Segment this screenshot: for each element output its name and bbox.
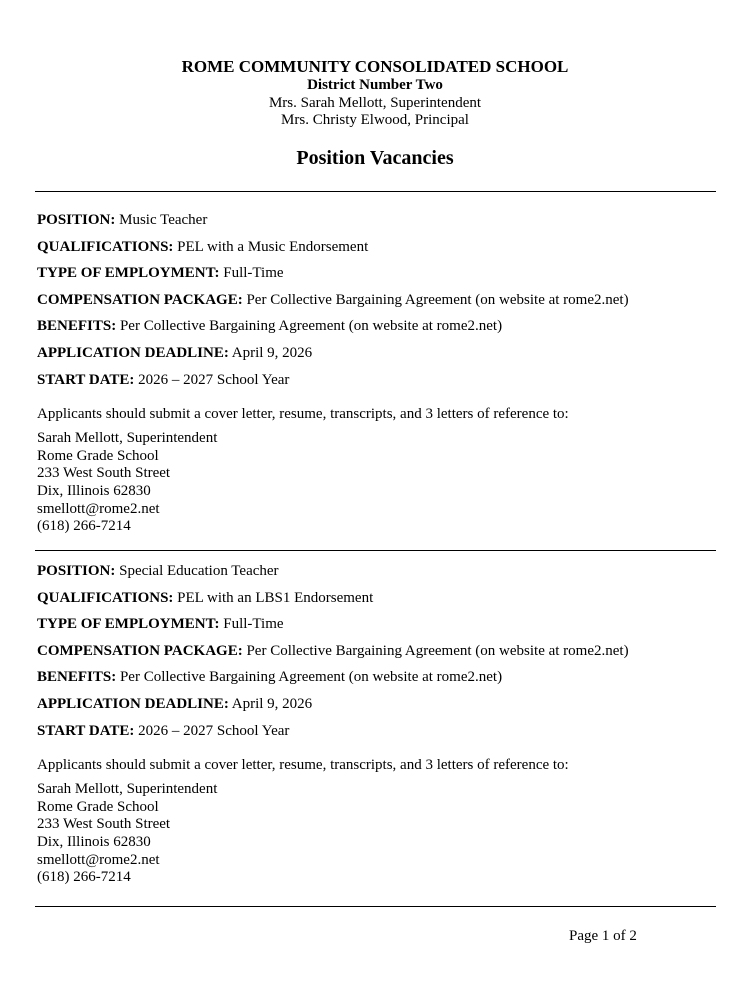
start-date-field <box>37 370 717 397</box>
label: POSITION: <box>37 212 116 228</box>
city-state-zip: Dix, Illinois 62830 <box>37 482 151 499</box>
street: 233 West South Street <box>37 816 171 833</box>
deadline-field <box>37 694 717 721</box>
page-title: Position Vacancies <box>296 147 454 169</box>
divider <box>35 191 716 192</box>
contact-name: Sarah Mellott, Superintendent <box>37 430 218 447</box>
contact-name: Sarah Mellott, Superintendent <box>37 781 218 798</box>
school-building: Rome Grade School <box>37 798 159 815</box>
value: Special Education Teacher <box>119 563 279 579</box>
phone: (618) 266-7214 <box>37 518 131 535</box>
district-name: District Number Two <box>307 77 443 93</box>
label: START DATE: <box>37 722 135 739</box>
value: Per Collective Bargaining Agreement (on website at rome2.net) <box>119 669 503 686</box>
label: TYPE OF EMPLOYMENT: <box>37 265 220 282</box>
value: Full-Time <box>223 265 284 282</box>
email: smellott@rome2.net <box>37 500 160 517</box>
value: Per Collective Bargaining Agreement (on website at rome2.net) <box>246 642 629 659</box>
email: smellott@rome2.net <box>37 851 160 868</box>
school-building: Rome Grade School <box>37 447 159 464</box>
label: BENEFITS: <box>37 318 117 335</box>
employment-type-field <box>37 614 717 641</box>
position-field <box>37 561 717 588</box>
benefits-field <box>37 667 717 694</box>
application-instructions: Applicants should submit a cover letter, resume, transcripts, and 3 letters of reference to: <box>37 406 569 423</box>
value: Full-Time <box>223 616 284 633</box>
benefits-field <box>37 316 717 343</box>
value: April 9, 2026 <box>231 344 313 361</box>
value: Per Collective Bargaining Agreement (on website at rome2.net) <box>246 291 629 308</box>
superintendent-line: Mrs. Sarah Mellott, Superintendent <box>268 95 482 111</box>
label: APPLICATION DEADLINE: <box>37 344 229 361</box>
application-instructions: Applicants should submit a cover letter, resume, transcripts, and 3 letters of reference to: <box>37 757 569 774</box>
value: April 9, 2026 <box>231 695 313 712</box>
employment-type-field <box>37 263 717 290</box>
value: 2026 – 2027 School Year <box>138 371 290 388</box>
label: BENEFITS: <box>37 669 117 686</box>
value: 2026 – 2027 School Year <box>138 722 290 739</box>
vacancy-section <box>37 561 717 887</box>
qualifications-field <box>37 588 717 615</box>
label: QUALIFICATIONS: <box>37 238 174 255</box>
compensation-field <box>37 290 717 317</box>
qualifications-field <box>37 237 717 264</box>
position-field <box>37 210 717 237</box>
divider <box>35 550 716 551</box>
label: APPLICATION DEADLINE: <box>37 695 229 712</box>
divider <box>35 906 716 907</box>
value: PEL with a Music Endorsement <box>177 238 369 255</box>
phone: (618) 266-7214 <box>37 869 131 886</box>
school-name: ROME COMMUNITY CONSOLIDATED SCHOOL <box>181 57 569 76</box>
label: START DATE: <box>37 371 135 388</box>
page-number: Page 1 of 2 <box>569 928 637 944</box>
principal-line: Mrs. Christy Elwood, Principal <box>281 112 469 128</box>
vacancy-section <box>37 210 717 536</box>
label: COMPENSATION PACKAGE: <box>37 291 243 308</box>
contact-address <box>37 781 717 887</box>
value: Music Teacher <box>119 212 208 228</box>
street: 233 West South Street <box>37 465 171 482</box>
contact-address <box>37 430 717 536</box>
label: COMPENSATION PACKAGE: <box>37 642 243 659</box>
label: TYPE OF EMPLOYMENT: <box>37 616 220 633</box>
label: POSITION: <box>37 563 116 579</box>
deadline-field <box>37 343 717 370</box>
start-date-field <box>37 721 717 748</box>
value: Per Collective Bargaining Agreement (on website at rome2.net) <box>119 318 503 335</box>
compensation-field <box>37 641 717 668</box>
city-state-zip: Dix, Illinois 62830 <box>37 833 151 850</box>
label: QUALIFICATIONS: <box>37 589 174 606</box>
value: PEL with an LBS1 Endorsement <box>177 589 374 606</box>
